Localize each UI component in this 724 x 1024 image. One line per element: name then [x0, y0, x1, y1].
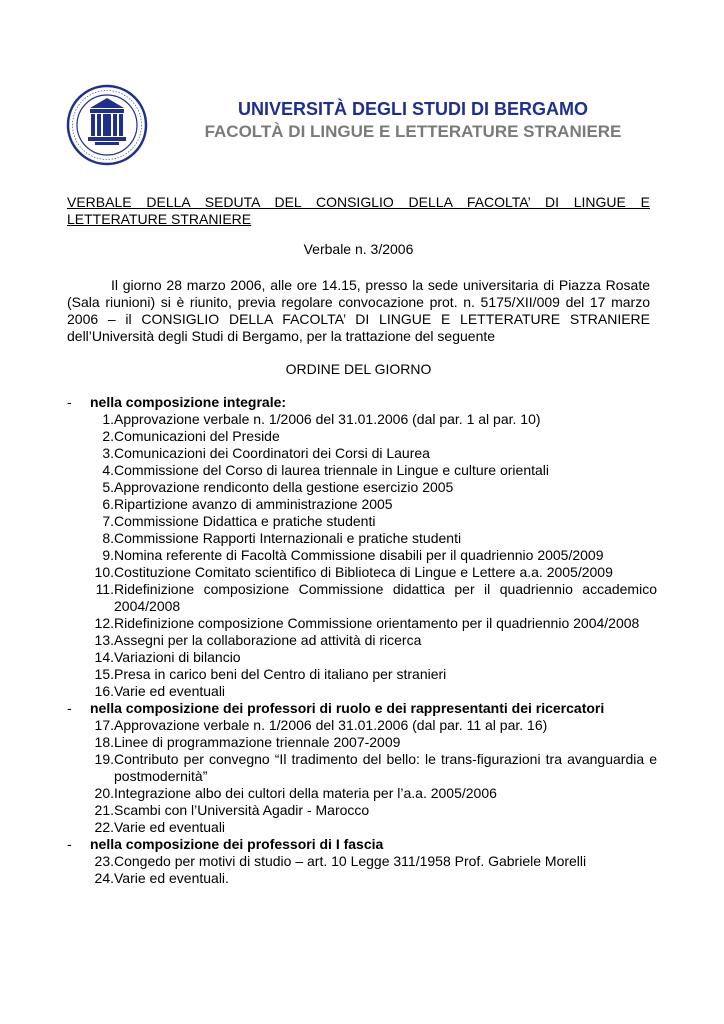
item-text: Ripartizione avanzo di amministrazione 2005	[114, 496, 393, 512]
list-item	[67, 632, 657, 649]
faculty-name: FACOLTÀ DI LINGUE E LETTERATURE STRANIERE	[204, 122, 622, 141]
item-text: Contributo per convegno “Il tradimento del bello: le trans-figurazioni tra avanguardia e postmodernità”	[114, 751, 657, 784]
section-title: nella composizione integrale:	[90, 394, 287, 410]
section-bullet: -	[67, 836, 72, 852]
list-item	[67, 530, 657, 547]
item-text: Varie ed eventuali	[114, 683, 226, 699]
item-text: Approvazione verbale n. 1/2006 del 31.01.2006 (dal par. 1 al par. 10)	[114, 411, 541, 427]
item-text: Commissione Rapporti Internazionali e pratiche studenti	[114, 530, 462, 546]
item-number: 16.	[94, 683, 114, 699]
list-item	[67, 479, 657, 496]
list-item	[67, 751, 657, 785]
item-number: 2.	[102, 428, 114, 444]
list-item	[67, 734, 657, 751]
list-item	[67, 853, 657, 870]
list-item	[67, 581, 657, 615]
list-item	[67, 683, 657, 700]
item-text: Costituzione Comitato scientifico di Biblioteca di Lingue e Lettere a.a. 2005/2009	[114, 564, 613, 580]
letterhead	[178, 98, 648, 143]
item-number: 7.	[102, 513, 114, 529]
item-text: Presa in carico beni del Centro di italiano per stranieri	[114, 666, 447, 682]
item-text: Congedo per motivi di studio – art. 10 Legge 311/1958 Prof. Gabriele Morelli	[114, 853, 587, 869]
item-number: 1.	[102, 411, 114, 427]
list-item	[67, 445, 657, 462]
item-number: 6.	[102, 496, 114, 512]
item-number: 10.	[94, 564, 114, 580]
item-text: Ridefinizione composizione Commissione didattica per il quadriennio accademico 2004/2008	[114, 581, 657, 614]
verbale-number: Verbale n. 3/2006	[303, 241, 414, 257]
agenda-list	[67, 394, 657, 887]
list-item	[67, 649, 657, 666]
item-text: Scambi con l’Università Agadir - Marocco	[114, 802, 370, 818]
item-number: 19.	[94, 751, 114, 767]
item-number: 24.	[94, 870, 114, 886]
list-item	[67, 802, 657, 819]
item-number: 21.	[94, 802, 114, 818]
item-number: 17.	[94, 717, 114, 733]
section-bullet: -	[67, 394, 72, 410]
list-item	[67, 717, 657, 734]
item-text: Approvazione verbale n. 1/2006 del 31.01.2006 (dal par. 11 al par. 16)	[114, 717, 548, 733]
list-item	[67, 462, 657, 479]
agenda-section	[67, 394, 657, 411]
list-item	[67, 666, 657, 683]
list-item	[67, 513, 657, 530]
item-number: 20.	[94, 785, 114, 801]
list-item	[67, 496, 657, 513]
list-item	[67, 428, 657, 445]
item-text: Assegni per la collaborazione ad attività di ricerca	[114, 632, 422, 648]
section-bullet: -	[67, 700, 72, 716]
university-seal-icon	[66, 84, 148, 166]
item-text: Linee di programmazione triennale 2007-2009	[114, 734, 401, 750]
agenda-title: ORDINE DEL GIORNO	[285, 361, 432, 377]
item-number: 8.	[102, 530, 114, 546]
list-item	[67, 564, 657, 581]
item-text: Comunicazioni del Preside	[114, 428, 280, 444]
item-text: Approvazione rendiconto della gestione esercizio 2005	[114, 479, 454, 495]
item-text: Commissione Didattica e pratiche studenti	[114, 513, 376, 529]
item-text: Varie ed eventuali.	[114, 870, 229, 886]
item-number: 4.	[102, 462, 114, 478]
section-title: nella composizione dei professori di ruolo e dei rappresentanti dei ricercatori	[90, 700, 605, 716]
item-number: 11.	[95, 581, 114, 597]
item-number: 5.	[102, 479, 114, 495]
item-text: Ridefinizione composizione Commissione orientamento per il quadriennio 2004/2008	[114, 615, 640, 631]
list-item	[67, 615, 657, 632]
document-subject: VERBALE DELLA SEDUTA DEL CONSIGLIO DELLA FACOLTA’ DI LINGUE E LETTERATURE STRANIERE	[67, 194, 650, 227]
item-text: Nomina referente di Facoltà Commissione disabili per il quadriennio 2005/2009	[114, 547, 604, 563]
list-item	[67, 819, 657, 836]
item-number: 15.	[94, 666, 114, 682]
item-text: Variazioni di bilancio	[114, 649, 241, 665]
agenda-section	[67, 700, 657, 717]
item-number: 23.	[94, 853, 114, 869]
list-item	[67, 785, 657, 802]
item-number: 14.	[94, 649, 114, 665]
university-name: UNIVERSITÀ DEGLI STUDI DI BERGAMO	[237, 99, 588, 119]
item-number: 3.	[102, 445, 114, 461]
item-number: 12.	[94, 615, 114, 631]
item-text: Comunicazioni dei Coordinatori dei Corsi di Laurea	[114, 445, 430, 461]
item-number: 9.	[102, 547, 114, 563]
intro-paragraph: Il giorno 28 marzo 2006, alle ore 14.15, presso la sede universitaria di Piazza Rosate (Sala riunioni) si è riunito, previa regolare convocazione prot. n. 5175/XII/009 del 17 marzo 2006 – il CONSIGLIO DELLA FACOLTA’ DI LINGUE E LETTERATURE STRANIERE dell’Università degli Studi di Bergamo, per la trattazione del seguente	[67, 277, 650, 344]
item-text: Commissione del Corso di laurea triennale in Lingue e culture orientali	[114, 462, 550, 478]
list-item	[67, 411, 657, 428]
section-title: nella composizione dei professori di I fascia	[90, 836, 384, 852]
list-item	[67, 870, 657, 887]
item-number: 18.	[94, 734, 114, 750]
item-number: 13.	[94, 632, 114, 648]
item-number: 22.	[94, 819, 114, 835]
agenda-section	[67, 836, 657, 853]
list-item	[67, 547, 657, 564]
item-text: Varie ed eventuali	[114, 819, 226, 835]
item-text: Integrazione albo dei cultori della materia per l’a.a. 2005/2006	[114, 785, 497, 801]
